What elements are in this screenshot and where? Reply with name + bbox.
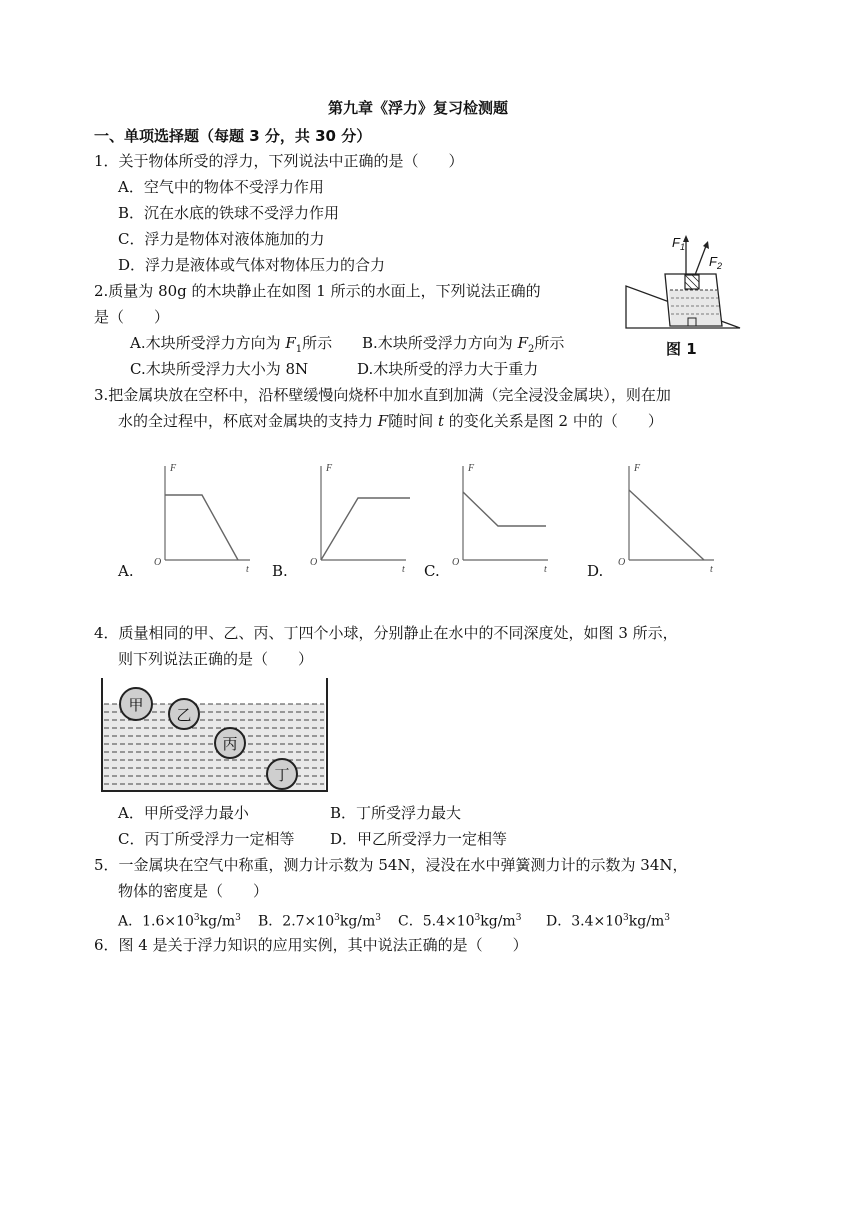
q2-option-a: A.木块所受浮力方向为 $F_1$所示	[130, 334, 333, 355]
svg-text:丁: 丁	[274, 766, 290, 784]
q5-stem-line2: 物体的密度是（ ）	[118, 882, 269, 900]
q2-stem-line2: 是（ ）	[94, 308, 170, 326]
q5-stem-line1: 5．一金属块在空气中称重，测力计示数为 54N，浸没在水中弹簧测力计的示数为 34N，	[94, 856, 688, 874]
q5-option-b: B．$2.7\times 10^3kg/m^3$	[258, 913, 382, 930]
page-title: 第九章《浮力》复习检测题	[328, 99, 509, 117]
svg-text:F1: $F_1$	[672, 235, 685, 252]
svg-text:O: O	[452, 557, 460, 568]
q2-option-c: C.木块所受浮力大小为 8N	[130, 360, 309, 378]
ball-ding	[267, 759, 297, 789]
svg-text:F: F	[634, 463, 641, 474]
graph-c	[448, 460, 558, 575]
graph-b	[306, 460, 416, 575]
q6-stem: 6．图 4 是关于浮力知识的应用实例，其中说法正确的是（ ）	[94, 936, 528, 954]
svg-text:t: t	[544, 564, 547, 575]
q1-option-b: B．沉在水底的铁球不受浮力作用	[118, 204, 340, 222]
ball-yi	[169, 699, 199, 729]
q1-option-a: A．空气中的物体不受浮力作用	[118, 178, 324, 196]
svg-text:F: F	[468, 463, 475, 474]
svg-text:t: t	[246, 564, 249, 575]
svg-text:O: O	[310, 557, 318, 568]
q3-stem-line1: 3.把金属块放在空杯中，沿杯壁缓慢向烧杯中加水直到加满（完全浸没金属块），则在加	[94, 386, 671, 404]
svg-text:O: O	[154, 557, 162, 568]
q1-option-c: C．浮力是物体对液体施加的力	[118, 230, 325, 248]
graph-d	[614, 460, 724, 575]
svg-text:t: t	[710, 564, 713, 575]
q5-option-a: A．$1.6\times 10^3kg/m^3$	[118, 913, 241, 930]
q2-option-d: D.木块所受的浮力大于重力	[357, 360, 539, 378]
q2-stem-line1: 2.质量为 80g 的木块静止在如图 1 所示的水面上，下列说法正确的	[94, 282, 541, 300]
ball-jia	[120, 688, 152, 720]
graph-a-label: A.	[118, 562, 134, 580]
q5-option-c: C．$5.4\times 10^3kg/m^3$	[398, 913, 522, 930]
q5-option-d: D．$3.4\times 10^3kg/m^3$	[546, 913, 670, 930]
q4-option-a: A．甲所受浮力最小	[118, 804, 249, 822]
svg-text:甲: 甲	[128, 696, 144, 714]
svg-text:O: O	[618, 557, 626, 568]
figure-3-water-tank	[100, 678, 330, 794]
q4-stem-line1: 4．质量相同的甲、乙、丙、丁四个小球，分别静止在水中的不同深度处，如图 3 所示，	[94, 624, 678, 642]
q4-stem-line2: 则下列说法正确的是（ ）	[118, 650, 314, 668]
figure-1-incline-diagram	[620, 226, 750, 336]
q1-option-d: D．浮力是液体或气体对物体压力的合力	[118, 256, 386, 274]
graph-a	[150, 460, 260, 575]
section-heading: 一、单项选择题（每题 3 分，共 30 分）	[94, 127, 372, 145]
graph-c-label: C.	[424, 562, 440, 580]
q4-option-c: C．丙丁所受浮力一定相等	[118, 830, 295, 848]
q3-stem-line2: 水的全过程中，杯底对金属块的支持力 F随时间 t 的变化关系是图 2 中的（ ）	[118, 412, 663, 430]
svg-text:t: t	[402, 564, 405, 575]
graph-b-label: B.	[272, 562, 288, 580]
figure-1-caption: 图 1	[666, 340, 697, 358]
q4-option-b: B．丁所受浮力最大	[330, 804, 462, 822]
q1-stem: 1．关于物体所受的浮力，下列说法中正确的是（ ）	[94, 152, 464, 170]
svg-text:丙: 丙	[222, 735, 238, 753]
ball-bing	[215, 728, 245, 758]
svg-text:F2: $F_2$	[709, 254, 722, 271]
svg-text:乙: 乙	[176, 706, 192, 724]
svg-text:F: F	[170, 463, 177, 474]
q4-option-d: D．甲乙所受浮力一定相等	[330, 830, 508, 848]
q2-option-b: B.木块所受浮力方向为 $F_2$所示	[362, 334, 565, 355]
graph-d-label: D.	[587, 562, 604, 580]
svg-text:F: F	[326, 463, 333, 474]
